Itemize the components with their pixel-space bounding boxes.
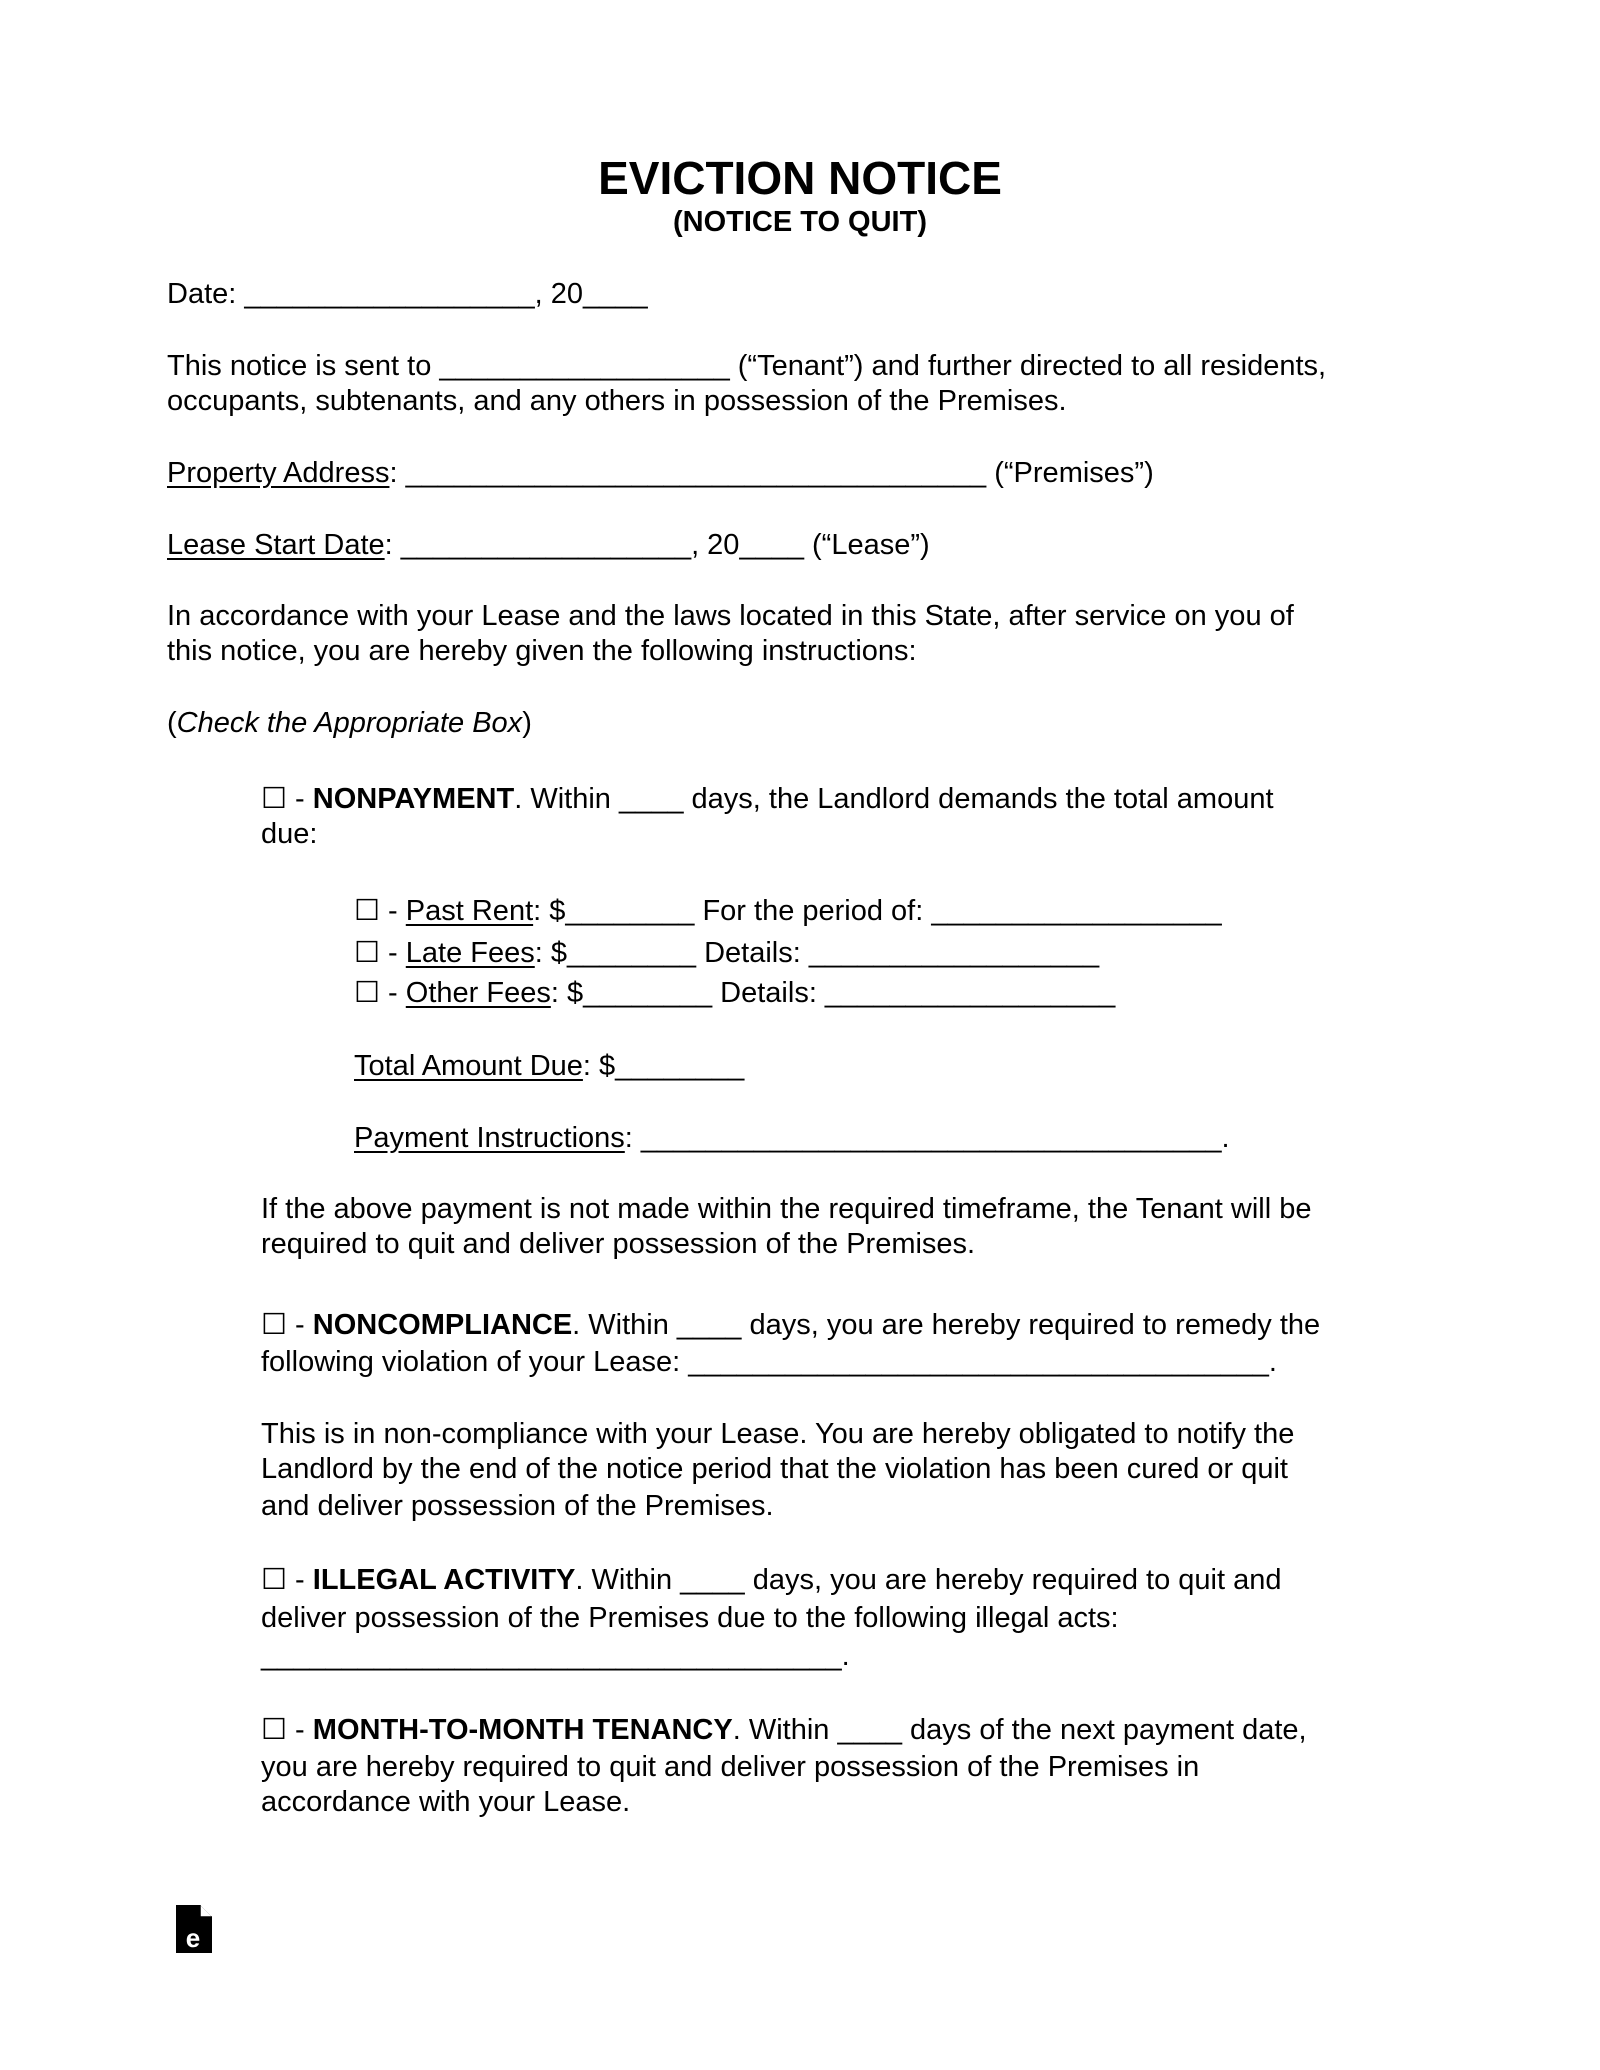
text-segment: . Within ____ days of the next payment date, (732, 1714, 1307, 1746)
text-segment: In accordance with your Lease and the laws located in this State, after service on you of (167, 600, 1294, 632)
text-line (354, 1120, 1230, 1156)
text-segment: : __________________, 20____ (“Lease”) (384, 529, 930, 561)
text-segment: Check the Appropriate Box (176, 707, 523, 739)
text-line (167, 705, 532, 741)
text-segment: Late Fees (405, 937, 535, 969)
text-segment: deliver possession of the Premises due to the following illegal acts: (261, 1602, 1119, 1634)
text-segment: Total Amount Due (354, 1050, 583, 1082)
text-segment: ( (167, 707, 177, 739)
text-segment: : ____________________________________ (“Premises”) (389, 457, 1154, 489)
text-line (167, 598, 1294, 634)
text-segment: : $________ For the period of: __________________ (533, 895, 1222, 927)
text-line (261, 1712, 1307, 1748)
text-segment: accordance with your Lease. (261, 1786, 631, 1818)
text-line (261, 1307, 1320, 1343)
text-segment: This is in non-compliance with your Lease. You are hereby obligated to notify the (261, 1418, 1295, 1450)
page-title: EVICTION NOTICE (598, 152, 1002, 204)
text-line (167, 455, 1154, 491)
text-segment: Landlord by the end of the notice period that the violation has been cured or quit (261, 1453, 1288, 1485)
text-segment: occupants, subtenants, and any others in possession of the Premises. (167, 385, 1067, 417)
text-line (261, 781, 1274, 817)
text-segment: NONPAYMENT (312, 783, 515, 815)
text-segment: Date: __________________, 20____ (167, 278, 648, 310)
text-line (167, 633, 917, 669)
text-segment: ILLEGAL ACTIVITY (312, 1564, 576, 1596)
text-segment: This notice is sent to __________________ (“Tenant”) and further directed to all residents, (167, 350, 1327, 382)
text-line (261, 1749, 1199, 1785)
text-segment: Property Address (167, 457, 390, 489)
text-segment: . Within ____ days, the Landlord demands the total amount (514, 783, 1274, 815)
text-line (354, 975, 1115, 1011)
text-segment: ) (522, 707, 532, 739)
checkbox-text: ☐ - (261, 783, 313, 815)
text-line (261, 1638, 850, 1674)
checkbox-text: ☐ - (261, 1564, 313, 1596)
text-segment: following violation of your Lease: ____________________________________. (261, 1346, 1277, 1378)
page-subtitle: (NOTICE TO QUIT) (672, 206, 927, 238)
text-line (261, 1191, 1312, 1227)
text-segment: required to quit and deliver possession of the Premises. (261, 1228, 976, 1260)
text-segment: you are hereby required to quit and deliver possession of the Premises in (261, 1751, 1200, 1783)
text-segment: Other Fees (405, 977, 551, 1009)
text-segment: MONTH-TO-MONTH TENANCY (312, 1714, 733, 1746)
text-line (354, 1048, 744, 1084)
checkbox-text: ☐ - (261, 1309, 313, 1341)
text-segment: If the above payment is not made within the required timeframe, the Tenant will be (261, 1193, 1312, 1225)
text-segment: : $________ Details: __________________ (550, 977, 1116, 1009)
text-line (167, 348, 1326, 384)
text-segment: and deliver possession of the Premises. (261, 1490, 774, 1522)
text-line (261, 1562, 1282, 1598)
text-line (167, 383, 1067, 419)
checkbox-text: ☐ - (354, 977, 406, 1009)
text-line (261, 1344, 1277, 1380)
text-line (354, 935, 1099, 971)
text-segment: ____________________________________. (261, 1640, 850, 1672)
checkbox-text: ☐ - (261, 1714, 313, 1746)
text-segment: due: (261, 818, 318, 850)
text-segment: : $________ Details: __________________ (534, 937, 1100, 969)
text-line (167, 276, 648, 312)
text-segment: . Within ____ days, you are hereby required to quit and (575, 1564, 1282, 1596)
text-line (261, 1488, 774, 1524)
text-line (167, 527, 930, 563)
text-segment: : $________ (582, 1050, 745, 1082)
text-segment: this notice, you are hereby given the following instructions: (167, 635, 917, 667)
checkbox-text: ☐ - (354, 895, 406, 927)
text-line (261, 1784, 630, 1820)
text-line (261, 1451, 1288, 1487)
text-segment: . Within ____ days, you are hereby required to remedy the (572, 1309, 1321, 1341)
text-line (354, 893, 1222, 929)
text-segment: Lease Start Date (167, 529, 385, 561)
text-segment: NONCOMPLIANCE (312, 1309, 573, 1341)
text-line (261, 1600, 1119, 1636)
text-line (261, 1226, 975, 1262)
checkbox-text: ☐ - (354, 937, 406, 969)
text-segment: : ____________________________________. (624, 1122, 1230, 1154)
svg-text:e: e (185, 1923, 201, 1953)
document-e-logo-icon (176, 1905, 212, 1953)
text-segment: Payment Instructions (354, 1122, 625, 1154)
text-line (261, 816, 317, 852)
text-line (261, 1416, 1294, 1452)
text-segment: Past Rent (405, 895, 534, 927)
